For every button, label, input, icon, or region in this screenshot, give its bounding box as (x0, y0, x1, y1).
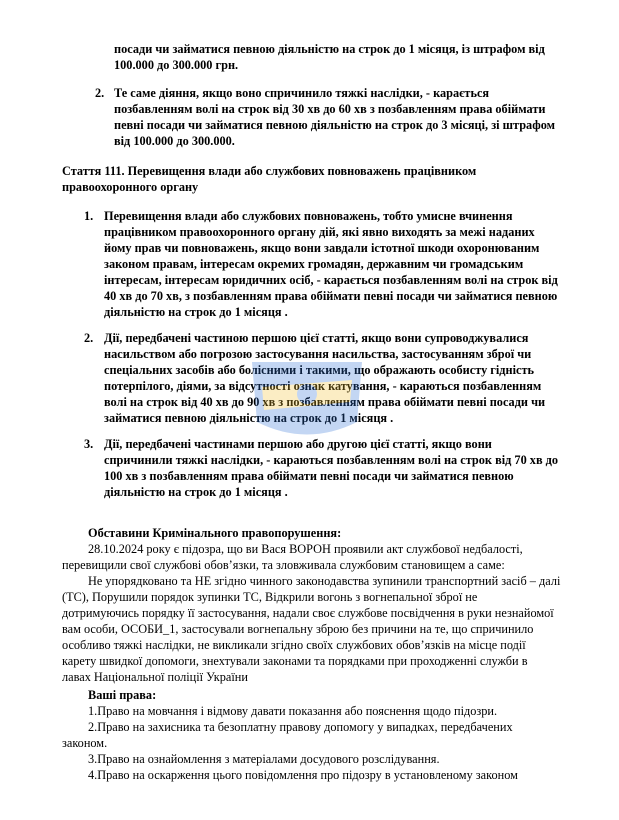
list-item (114, 85, 555, 149)
text-line: лавах Національної поліції України (62, 670, 248, 684)
text-line: посади чи займатися певною діяльністю на строк до 1 місяця, із штрафом від (114, 42, 545, 56)
text-line: волі на строк від 40 хв до 90 хв з позбавленням права обіймати певні посади чи (104, 395, 546, 409)
text-line: займатися певною діяльністю на строк до 1 місяця . (104, 411, 394, 425)
text-line: 100.000 до 300.000 грн. (114, 58, 239, 72)
text-line: спричинили тяжкі наслідки, - караються позбавленням волі на строк від 70 хв до (104, 453, 559, 467)
list-item (104, 436, 558, 500)
text-line: Не упорядковано та НЕ згідно чинного законодавства зупинили транспортний засіб – далі (88, 574, 561, 588)
text-line: йому прав чи повноважень, якщо вони завдали істотної шкоди охоронюваним (104, 241, 540, 255)
rights-heading: Ваші права: (88, 688, 157, 702)
list-number: 2. (84, 331, 94, 345)
text-line: особливо тяжкі наслідки, не викликали згідно своїх службових обов’язків на місце події (62, 638, 526, 652)
list-item: законом. (62, 736, 108, 750)
text-line: спеціальних засобів або болісними і такими, що ображають особисту гідність (104, 363, 535, 377)
list-item: 2.Право на захисника та безоплатну правову допомогу у випадках, передбачених (88, 720, 513, 734)
article-title (62, 163, 476, 195)
text-line: працівником правоохоронного органу дій, які явно виходять за межі наданих (104, 225, 535, 239)
circumstances-heading: Обставини Кримінального правопорушення: (88, 526, 342, 540)
text-line: інтересам, інтересам юридичних осіб, - карається позбавленням волі на строк від (104, 273, 558, 287)
text-line: Дії, передбачені частиною першою цієї статті, якщо вони супроводжувалися (104, 331, 529, 345)
text-line: насильством або погрозою застосування насильства, застосуванням зброї чи (104, 347, 532, 361)
text-line: 40 хв до 70 хв, з позбавленням права обіймати певні посади чи займатися певною (104, 289, 558, 303)
list-item: 3.Право на ознайомлення з матеріалами досудового розслідування. (88, 752, 440, 766)
text-line: Стаття 111. Перевищення влади або службових повноважень працівником (62, 164, 477, 178)
text-line: діяльністю на строк до 1 місяця . (104, 485, 288, 499)
text-line: певні посади чи займатися певною діяльністю на строк до 3 місяці, зі штрафом (114, 118, 555, 132)
text-line: законом правам, інтересам окремих громадян, державним чи громадським (104, 257, 524, 271)
list-item (104, 208, 558, 320)
text-line: діяльністю на строк до 1 місяця . (104, 305, 288, 319)
text-line: Перевищення влади або службових повноважень, тобто умисне вчинення (104, 209, 513, 223)
circumstances-paragraph-2 (62, 573, 602, 685)
text-line: вам особи, ОСОБИ_1, застосували вогнепальну зброю без причини на те, що спричинило (62, 622, 534, 636)
list-number: 2. (95, 86, 105, 100)
rights-list (62, 703, 602, 783)
list-item: 4.Право на оскарження цього повідомлення про підозру в установленому законом (88, 768, 518, 782)
text-line: від 100.000 до 300.000. (114, 134, 235, 148)
text-line: перевищили свої службові обов’язки, та зловживала службовим становищем а саме: (62, 558, 505, 572)
list-item: 1.Право на мовчання і відмову давати показання або пояснення щодо підозри. (88, 704, 498, 718)
text-line: 100 хв з позбавленням права обіймати певні посади чи займатися певною (104, 469, 514, 483)
circumstances-paragraph-1 (62, 541, 602, 573)
list-item (104, 330, 545, 426)
text-line: (ТС), Порушили порядок зупинки ТС, Відкрили вогонь з вогнепальної зброї не (62, 590, 478, 604)
text-line: 28.10.2024 року є підозра, що ви Вася ВОРОН проявили акт службової недбалості, (88, 542, 523, 556)
text-line: карету швидкої допомоги, знехтували законами та порядками при проходженні служби в (62, 654, 528, 668)
text-line: потерпілого, діями, за відсутності ознак катування, - караються позбавленням (104, 379, 542, 393)
text-line: Те саме діяння, якщо воно спричинило тяжкі наслідки, - карається (114, 86, 490, 100)
text-line: дотримуючись порядку її застосування, надали своє службове посвідчення в руки незнайомої (62, 606, 554, 620)
text-line: Дії, передбачені частинами першою або другою цієї статті, якщо вони (104, 437, 492, 451)
list-number: 3. (84, 437, 94, 451)
text-line: позбавленням волі на строк від 30 хв до 60 хв з позбавленням права обіймати (114, 102, 546, 116)
text-line: правоохоронного органу (62, 180, 199, 194)
top-continuation (114, 41, 545, 73)
list-number: 1. (84, 209, 94, 223)
